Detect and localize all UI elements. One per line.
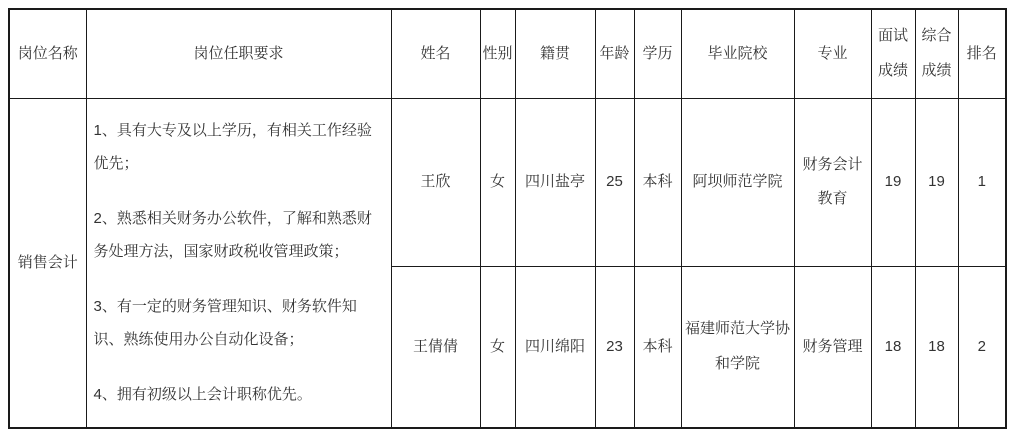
cell-interview-score: 18 [871, 266, 915, 428]
candidate-score-table [8, 8, 1007, 429]
col-header-overall-score: 综合成绩 [915, 9, 958, 98]
col-header-name: 姓名 [391, 9, 480, 98]
col-header-major: 专业 [794, 9, 871, 98]
col-header-education: 学历 [634, 9, 681, 98]
cell-education: 本科 [634, 266, 681, 428]
cell-major: 财务会计教育 [794, 98, 871, 266]
cell-interview-score: 19 [871, 98, 915, 266]
requirement-item-2: 2、熟悉相关财务办公软件，了解和熟悉财务处理方法，国家财政税收管理政策； [93, 210, 372, 261]
cell-native-place: 四川绵阳 [515, 266, 595, 428]
col-header-gender: 性别 [480, 9, 515, 98]
col-header-age: 年龄 [595, 9, 634, 98]
requirement-item-4: 4、拥有初级以上会计职称优先。 [93, 386, 312, 404]
cell-age: 25 [595, 98, 634, 266]
cell-name: 王倩倩 [391, 266, 480, 428]
col-header-rank: 排名 [958, 9, 1006, 98]
col-header-position-name: 岗位名称 [9, 9, 86, 98]
requirements-cell [86, 98, 391, 428]
cell-school: 阿坝师范学院 [681, 98, 794, 266]
cell-major: 财务管理 [794, 266, 871, 428]
position-name-cell: 销售会计 [9, 98, 86, 428]
cell-gender: 女 [480, 266, 515, 428]
cell-overall-score: 19 [915, 98, 958, 266]
cell-rank: 2 [958, 266, 1006, 428]
col-header-native-place: 籍贯 [515, 9, 595, 98]
col-header-school: 毕业院校 [681, 9, 794, 98]
header-row [9, 9, 1006, 98]
cell-rank: 1 [958, 98, 1006, 266]
cell-native-place: 四川盐亭 [515, 98, 595, 266]
cell-age: 23 [595, 266, 634, 428]
requirement-item-1: 1、具有大专及以上学历，有相关工作经验优先； [93, 122, 372, 173]
cell-name: 王欣 [391, 98, 480, 266]
cell-gender: 女 [480, 98, 515, 266]
cell-overall-score: 18 [915, 266, 958, 428]
requirement-item-3: 3、有一定的财务管理知识、财务软件知识、熟练使用办公自动化设备； [93, 298, 357, 349]
col-header-interview-score: 面试成绩 [871, 9, 915, 98]
cell-education: 本科 [634, 98, 681, 266]
table-row-1 [9, 98, 1006, 266]
col-header-requirements: 岗位任职要求 [86, 9, 391, 98]
cell-school: 福建师范大学协和学院 [681, 266, 794, 428]
